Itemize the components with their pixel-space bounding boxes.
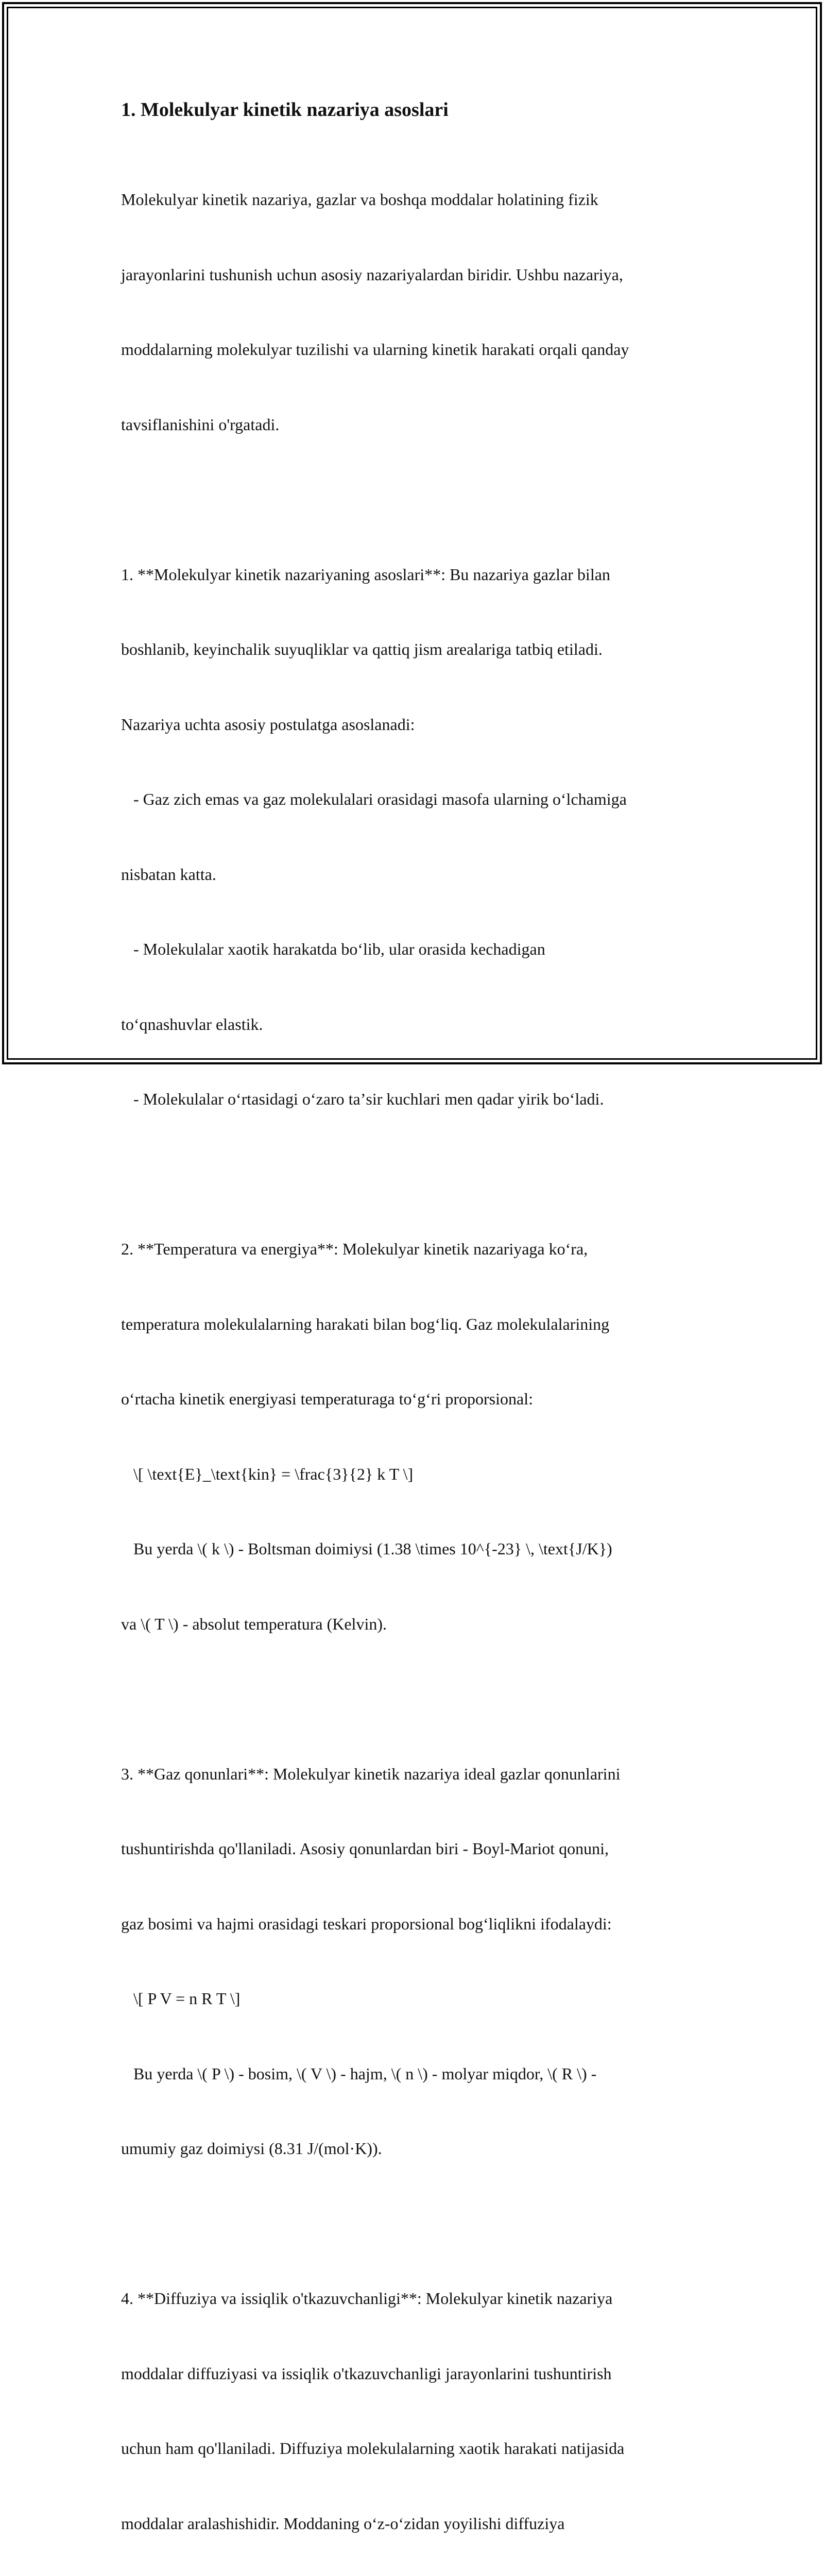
text-line: Molekulyar kinetik nazariya, gazlar va boshqa moddalar holatining fizik: [121, 190, 598, 209]
text-line: 1. **Molekulyar kinetik nazariyaning asoslari**: Bu nazariya gazlar bilan: [121, 565, 610, 584]
intro-paragraph: [121, 137, 713, 487]
bullet-line: - Gaz zich emas va gaz molekulalari orasidagi masofa ularning oʻlchamiga: [121, 790, 627, 808]
text-line: gaz bosimi va hajmi orasidagi teskari proporsional bogʻliqlikni ifodalaydi:: [121, 1914, 612, 1933]
text-line: temperatura molekulalarning harakati bilan bogʻliq. Gaz molekulalarining: [121, 1314, 610, 1333]
text-line: uchun ham qo'llaniladi. Diffuziya molekulalarning xaotik harakati natijasida: [121, 2439, 625, 2458]
text-line: tavsiflanishini o'rgatadi.: [121, 415, 280, 434]
text-line: jarayonlarini tushunish uchun asosiy nazariyalardan biridir. Ushbu nazariya,: [121, 265, 623, 284]
formula-line: \[ \text{E}_\text{kin} = \frac{3}{2} k T \]: [121, 1464, 414, 1483]
text-line: Nazariya uchta asosiy postulatga asoslanadi:: [121, 715, 415, 734]
section-1-paragraph: [121, 512, 713, 1162]
section-3-paragraph: [121, 1711, 713, 2211]
text-line: Bu yerda \( k \) - Boltsman doimiysi (1.38 \times 10^{-23} \, \text{J/K}): [121, 1539, 612, 1558]
formula-line: \[ P V = n R T \]: [121, 1989, 241, 2008]
section-2-paragraph: [121, 1187, 713, 1686]
text-line: moddalar diffuziyasi va issiqlik o'tkazuvchanligi jarayonlarini tushuntirish: [121, 2364, 612, 2383]
text-line: Bu yerda \( P \) - bosim, \( V \) - hajm, \( n \) - molyar miqdor, \( R \) -: [121, 2064, 597, 2083]
text-line: umumiy gaz doimiysi (8.31 J/(mol·K)).: [121, 2139, 382, 2158]
document-body: [121, 94, 713, 2576]
section-4-paragraph: [121, 2236, 713, 2576]
text-line: 2. **Temperatura va energiya**: Molekulyar kinetik nazariyaga koʻra,: [121, 1240, 588, 1258]
section-heading: 1. Molekulyar kinetik nazariya asoslari: [121, 99, 449, 121]
text-line: nisbatan katta.: [121, 865, 216, 884]
bullet-line: - Molekulalar oʻrtasidagi oʻzaro taʼsir kuchlari men qadar yirik boʻladi.: [121, 1090, 604, 1108]
text-line: oʻrtacha kinetik energiyasi temperaturaga toʻgʻri proporsional:: [121, 1389, 533, 1408]
text-line: moddalar aralashishidir. Moddaning oʻz-oʻzidan yoyilishi diffuziya: [121, 2514, 565, 2533]
text-line: moddalarning molekulyar tuzilishi va ularning kinetik harakati orqali qanday: [121, 340, 629, 359]
text-line: boshlanib, keyinchalik suyuqliklar va qattiq jism arealariga tatbiq etiladi.: [121, 640, 603, 658]
text-line: tushuntirishda qo'llaniladi. Asosiy qonunlardan biri - Boyl-Mariot qonuni,: [121, 1839, 609, 1858]
text-line: 4. **Diffuziya va issiqlik o'tkazuvchanligi**: Molekulyar kinetik nazariya: [121, 2289, 613, 2308]
text-line: 3. **Gaz qonunlari**: Molekulyar kinetik nazariya ideal gazlar qonunlarini: [121, 1764, 621, 1783]
text-line: va \( T \) - absolut temperatura (Kelvin).: [121, 1614, 387, 1633]
text-line: toʻqnashuvlar elastik.: [121, 1014, 263, 1033]
bullet-line: - Molekulalar xaotik harakatda boʻlib, ular orasida kechadigan: [121, 940, 545, 958]
